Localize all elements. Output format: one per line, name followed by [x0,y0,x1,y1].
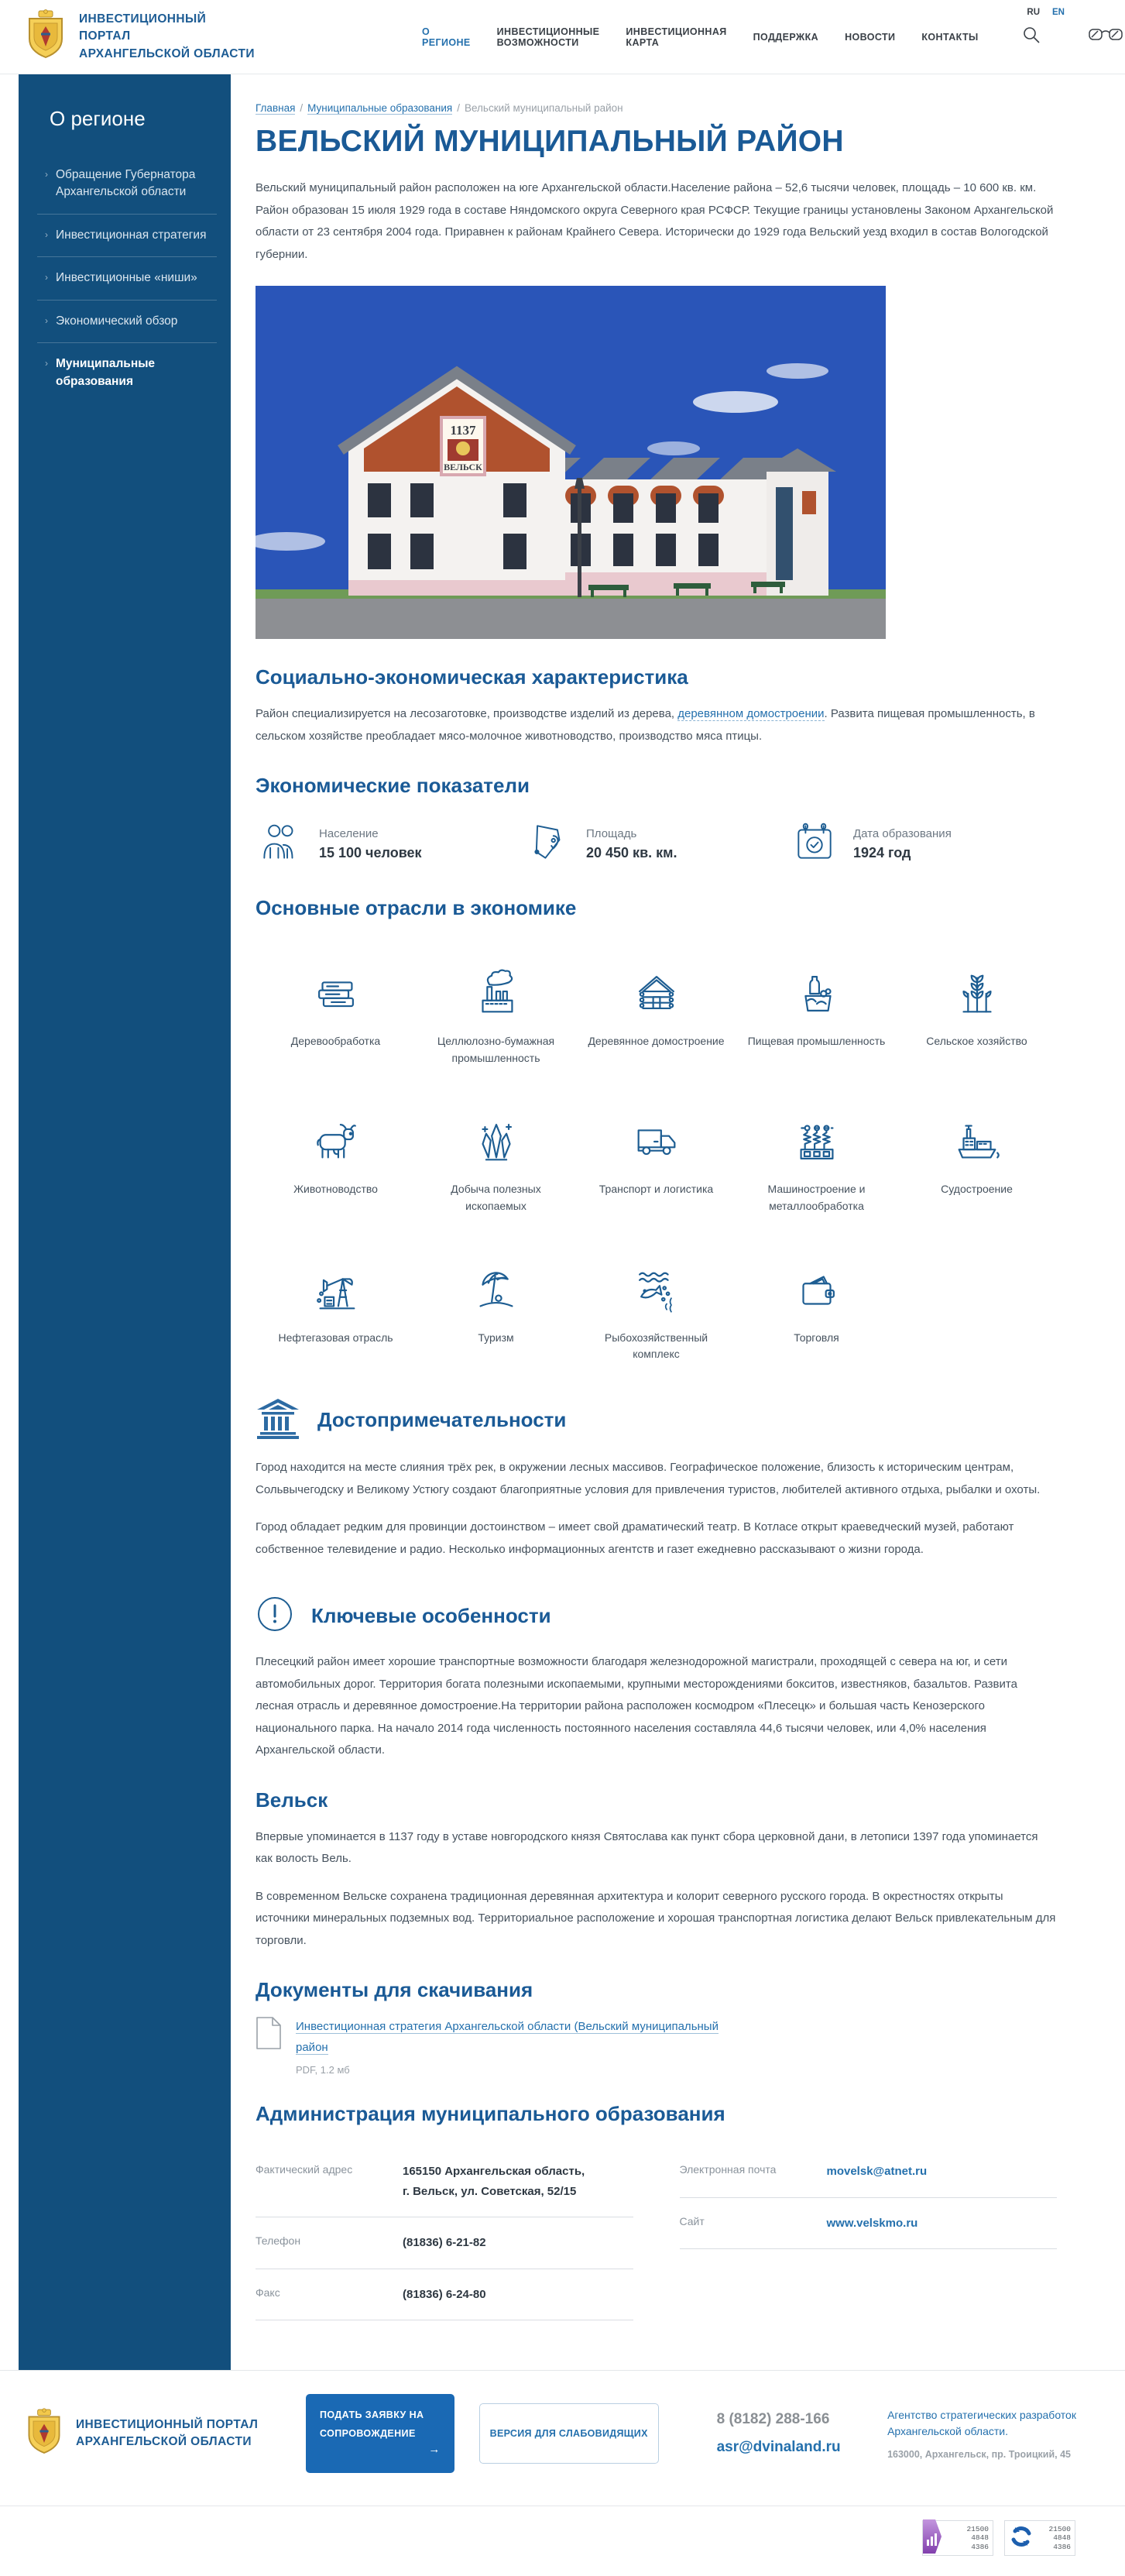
site-footer [0,2370,1125,2576]
industry-livestock: Животноводство [256,1102,416,1214]
administration-table [256,2146,1057,2320]
nav-investment-map[interactable]: ИНВЕСТИЦИОННАЯ КАРТА [626,26,727,48]
nav-about-region[interactable]: О РЕГИОНЕ [422,26,471,48]
exclamation-circle-icon [256,1595,294,1637]
chevron-right-icon: › [45,358,48,369]
documents-heading: Документы для скачивания [256,1978,533,2002]
chevron-right-icon: › [45,169,48,180]
page-title: ВЕЛЬСКИЙ МУНИЦИПАЛЬНЫЙ РАЙОН [256,125,844,158]
breadcrumb: Главная / Муниципальные образования / Вельский муниципальный район [256,102,623,114]
agency-name: Агентство стратегических разработок Архангельской области. [887,2409,1076,2438]
museum-building-icon [256,1397,300,1443]
factory-icon [469,954,523,1021]
landmarks-paragraph-1: Город находится на месте слияния трёх рек, в окружении лесных массивов. Географическое положение, близость к историческим центрам, Сольвычегодску и Великому Устюгу создают благоприятные условия для привлечения туристов, любителей активного отдыха, рыбалки и охоты. [256,1461,1041,1496]
socioeconomic-paragraph: Район специализируется на лесозаготовке, производстве изделий из дерева, деревянном домостроении. Развита пищевая промышленность, в сельском хозяйстве преобладает мясо-молочное животноводство, производство мяса птицы. [256,707,1035,743]
nav-contacts[interactable]: КОНТАКТЫ [921,31,979,43]
accessibility-glasses-icon[interactable] [1088,26,1123,47]
footer-site-title: ИНВЕСТИЦИОННЫЙ ПОРТАЛ АРХАНГЕЛЬСКОЙ ОБЛАСТИ [76,2417,259,2449]
counter-badge-cycle[interactable]: 21500 4848 4386 [1004,2520,1075,2556]
industry-tourism: Туризм [416,1251,576,1363]
features-paragraph: Плесецкий район имеет хорошие транспортные возможности благодаря железнодорожной магистрали, проходящей с севера на юг, и сети автомобильных дорог. Территория богата полезными ископаемыми, крупными месторождениями бокситов, известняков, базальтов. Развита лесная отрасль и деревянное домостроение.На территории района расположен космодром «Плесецк» и большая часть Кенозерского национального парка. На начало 2014 года численность постоянного населения составляла 44,6 тысячи человек, или 4,0% населения Архангельской области. [256,1655,1017,1757]
population-icon [256,818,305,870]
industry-machinery: Машиностроение и металлообработка [736,1102,897,1214]
industry-transport: Транспорт и логистика [576,1102,736,1214]
sidebar-item-governor-address[interactable]: › Обращение Губернатора Архангельской области [37,154,217,214]
industry-fishery: Рыбохозяйственный комплекс [576,1251,736,1363]
admin-row-website: Сайт www.velskmo.ru [680,2198,1058,2250]
industry-food: Пищевая промышленность [736,954,897,1066]
area-map-icon [523,818,572,870]
coat-of-arms-icon [23,9,68,64]
admin-row-phone: Телефон (81836) 6-21-82 [256,2217,633,2269]
admin-email-link[interactable]: movelsk@atnet.ru [826,2165,928,2179]
document-download-link[interactable]: Инвестиционная стратегия Архангельской области (Вельский муниципальный район [296,2020,719,2055]
economic-indicators [256,818,1057,870]
crystals-icon [469,1102,523,1169]
footer-contacts [717,2411,856,2456]
industry-trade: Торговля [736,1251,897,1363]
velsk-heading: Вельск [256,1788,328,1812]
search-icon[interactable] [1021,25,1041,49]
breadcrumb-current: Вельский муниципальный район [464,102,623,114]
industries-grid [256,954,1057,1363]
industry-oil-gas: Нефтегазовая отрасль [256,1251,416,1363]
svg-text:1137: 1137 [450,423,476,438]
velsk-paragraph-1: Впервые упоминается в 1137 году в уставе новгородского князя Святослава как пункт сбора церковной дани, в летописи 1397 года упоминается как волость Вель. [256,1829,1038,1866]
footer-email-link[interactable]: asr@dvinaland.ru [716,2439,841,2456]
industry-woodworking: Деревообработка [256,954,416,1066]
section-indicators-heading: Экономические показатели [256,774,530,797]
site-title: ИНВЕСТИЦИОННЫЙ ПОРТАЛ АРХАНГЕЛЬСКОЙ ОБЛАСТИ [79,12,255,60]
industry-pulp-paper: Целлюлозно-бумажная промышленность [416,954,576,1066]
coat-of-arms-icon [23,2408,65,2460]
velsk-paragraph-2: В современном Вельске сохранена традиционная деревянная архитектура и колорит северного русского города. В окрестностях открыты источники минеральных подземных вод. Территориальное расположение и хорошая транспортная логистика делают Вельск привлекательным для торговли. [256,1889,1056,1947]
svg-text:ВЕЛЬСК: ВЕЛЬСК [444,462,482,472]
counter-badge-liveinternet[interactable]: 21500 4848 4386 [922,2520,993,2556]
ship-icon [950,1102,1004,1169]
section-features [256,1595,1057,1637]
section-landmarks [256,1397,1057,1443]
features-heading: Ключевые особенности [311,1604,551,1628]
chevron-right-icon: › [45,228,48,240]
lumber-icon [309,954,363,1021]
circular-arrows-icon [1010,2525,1033,2552]
administration-heading: Администрация муниципального образования [256,2102,725,2126]
log-house-icon [629,954,684,1021]
bar-chart-badge-icon [923,2519,943,2557]
section-industries-heading: Основные отрасли в экономике [256,896,577,919]
document-item [256,2016,1057,2076]
language-switch [1027,8,1065,17]
accessible-version-button[interactable]: ВЕРСИЯ ДЛЯ СЛАБОВИДЯЩИХ [479,2403,659,2464]
main-nav [422,26,979,48]
landmarks-heading: Достопримечательности [317,1408,567,1432]
beach-umbrella-icon [469,1251,523,1317]
section-socioeconomic-heading: Социально-экономическая характеристика [256,665,688,689]
admin-row-address: Фактический адрес 165150 Архангельская область, г. Вельск, ул. Советская, 52/15 [256,2146,633,2217]
district-photo [256,286,886,639]
oil-pump-icon [309,1251,363,1317]
admin-row-fax: Факс (81836) 6-24-80 [256,2269,633,2321]
document-file-icon [256,2016,282,2076]
breadcrumb-municipalities[interactable]: Муниципальные образования [307,102,453,114]
admin-website-link[interactable]: www.velskmo.ru [826,2216,918,2230]
footer-phone: 8 (8182) 288-166 [716,2411,830,2428]
nav-support[interactable]: ПОДДЕРЖКА [753,31,819,43]
intro-paragraph: Вельский муниципальный район расположен на юге Архангельской области.Население района – 52,6 тысячи человек, площадь – 10 600 кв. км. Район образован 15 июля 1929 года в составе Няндомского округа Северного края РСФСР. Текущие границы установлены Законом Архангельской области от 23 сентября 2004 года. Приравнен к районам Крайнего Севера. Исторически до 1929 года Вельский уезд входил в состав Вологодской губернии. [256,181,1054,261]
sidebar-item-investment-strategy[interactable]: › Инвестиционная стратегия [37,214,217,256]
wooden-housing-link[interactable]: деревянном домостроении [677,707,825,720]
main-content [256,74,1057,2370]
agency-address: 163000, Архангельск, пр. Троицкий, 45 [887,2449,1072,2461]
food-basket-icon [790,954,844,1021]
sidebar-item-economic-review[interactable]: › Экономический обзор [37,300,217,342]
industry-agriculture: Сельское хозяйство [897,954,1057,1066]
sidebar [19,74,231,2370]
nav-news[interactable]: НОВОСТИ [845,31,896,43]
chevron-right-icon: › [45,272,48,283]
footer-logo[interactable] [23,2408,306,2460]
indicator-population: Население 15 100 человек [256,818,523,870]
fish-icon [629,1251,684,1317]
sidebar-item-municipalities[interactable]: › Муниципальные образования [37,342,217,403]
indicator-founded: Дата образования 1924 год [790,818,1057,870]
machinery-icon [790,1102,844,1169]
calendar-check-icon [790,818,839,870]
chevron-right-icon: › [45,314,48,326]
industry-mining: Добыча полезных ископаемых [416,1102,576,1214]
lang-en[interactable]: EN [1052,8,1065,17]
truck-icon [629,1102,684,1169]
sidebar-title: О регионе [50,107,146,130]
site-header [0,0,1125,74]
apply-support-button[interactable]: ПОДАТЬ ЗАЯВКУ НА СОПРОВОЖДЕНИЕ → [306,2394,454,2473]
landmarks-paragraph-2: Город обладает редким для провинции достоинством – имеет свой драматический театр. В Котласе открыт краеведческий музей, работают собственное телевидение и радио. Несколько информационных агентств и газет ежедневно рассказывают о жизни города. [256,1520,1014,1556]
industry-shipbuilding: Судостроение [897,1102,1057,1214]
wheat-icon [950,954,1004,1021]
document-meta: PDF, 1.2 мб [296,2064,350,2076]
breadcrumb-home[interactable]: Главная [256,102,296,114]
nav-investment-opportunities[interactable]: ИНВЕСТИЦИОННЫЕ ВОЗМОЖНОСТИ [496,26,600,48]
industry-wooden-housing: Деревянное домостроение [576,954,736,1066]
wallet-icon [790,1251,844,1317]
arrow-right-icon: → [428,2442,441,2456]
site-logo[interactable] [23,9,256,64]
sidebar-item-investment-niches[interactable]: › Инвестиционные «ниши» [37,256,217,299]
indicator-area: Площадь 20 450 кв. км. [523,818,790,870]
lang-ru[interactable]: RU [1027,8,1041,17]
admin-row-email: Электронная почта movelsk@atnet.ru [680,2146,1058,2198]
visit-counters [0,2506,1125,2576]
cow-icon [309,1102,363,1169]
footer-agency [887,2407,1079,2460]
